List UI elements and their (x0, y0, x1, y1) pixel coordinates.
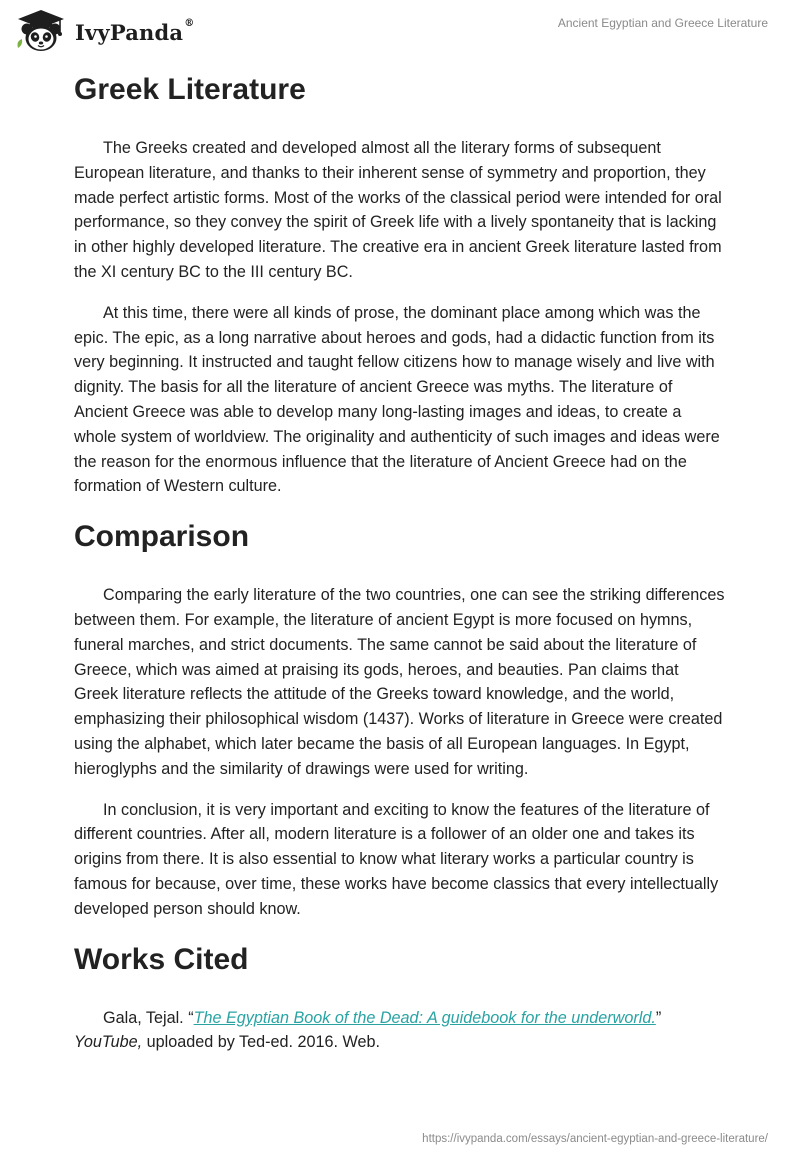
paragraph: Comparing the early literature of the two countries, one can see the striking differences between them. For example, the literature of ancient Egypt is more focused on hymns, funeral marches, and strict documents. The same cannot be said about the literature of Greece, which was aimed at praising its gods, heroes, and beauties. Pan claims that Greek literature reflects the attitude of the Greeks toward knowledge, and the world, emphasizing their philosophical wisdom (1437). Works of literature in Greece were created using the alphabet, which later became the basis of all European languages. In Egypt, hieroglyphs and the similarity of drawings were used for writing. (74, 586, 725, 778)
paragraph: In conclusion, it is very important and exciting to know the features of the literature of different countries. After all, modern literature is a follower of an older one and takes its origins from there. It is also essential to know what literary works a particular country is famous for because, over time, these works have become classics that every intellectually developed person should know. (74, 800, 719, 918)
section-comparison (74, 515, 726, 921)
brand-logo[interactable] (14, 8, 194, 54)
citation-title-link[interactable]: The Egyptian Book of the Dead: A guidebook for the underworld. (193, 1008, 656, 1027)
page-header (0, 0, 800, 60)
citation-source: YouTube, (74, 1033, 143, 1052)
document-title: Ancient Egyptian and Greece Literature (557, 16, 768, 30)
citation-details: uploaded by Ted-ed. 2016. Web. (142, 1033, 381, 1052)
section-heading: Works Cited (74, 942, 249, 976)
section-greek-literature (74, 68, 726, 499)
footer-url: https://ivypanda.com/essays/ancient-egyptian-and-greece-literature/ (422, 1133, 768, 1145)
citation-close-quote: ” (655, 1008, 662, 1027)
section-works-cited (74, 938, 726, 1056)
panda-graduate-icon (14, 8, 68, 54)
paragraph: The Greeks created and developed almost all the literary forms of subsequent European literature, and thanks to their inherent sense of symmetry and proportion, they made perfect artistic forms. Most of the works of the classical period were intended for oral performance, so they convey the spirit of Greek life with a lively spontaneity that is lacking in other highly developed literature. The creative era in ancient Greek literature lasted from the XI century BC to the III century BC. (74, 139, 722, 281)
section-heading: Comparison (74, 520, 250, 554)
brand-name: IvyPanda® (75, 17, 195, 45)
citation-entry (74, 1006, 726, 1056)
citation-author: Gala, Tejal. (103, 1008, 189, 1027)
essay-content (74, 68, 726, 1071)
citation-open-quote: “ (188, 1008, 194, 1027)
paragraph: At this time, there were all kinds of prose, the dominant place among which was the epic. The epic, as a long narrative about heroes and gods, had a didactic function from its very beginning. It instructed and taught fellow citizens how to manage wisely and live with dignity. The basis for all the literature of ancient Greece was myths. The literature of Ancient Greece was able to develop many long-lasting images and ideas, to create a whole system of worldview. The originality and authenticity of such images and ideas were the reason for the enormous influence that the literature of Ancient Greece had on the formation of Western culture. (74, 303, 720, 496)
section-heading: Greek Literature (74, 73, 306, 106)
